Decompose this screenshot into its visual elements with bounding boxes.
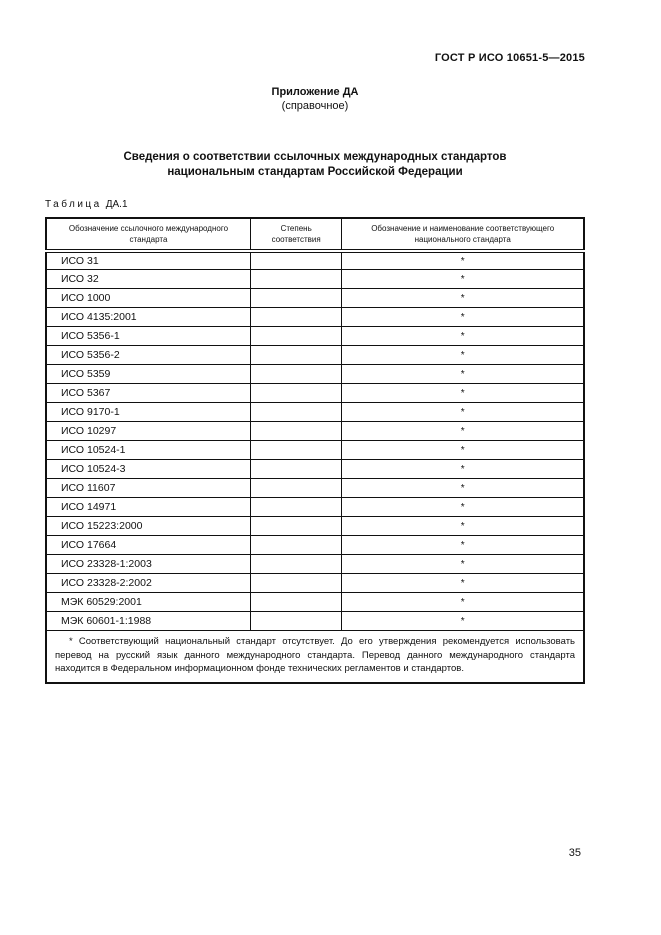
table-header bbox=[46, 218, 584, 251]
page-number: 35 bbox=[568, 847, 581, 859]
table-row bbox=[46, 346, 584, 365]
cell-degree-of-correspondence bbox=[250, 441, 341, 460]
table-row bbox=[46, 593, 584, 612]
col-header-international-standard: Обозначение ссылочного международного стандарта bbox=[46, 218, 250, 251]
cell-national-standard: * bbox=[342, 498, 584, 517]
table-footnote-row bbox=[46, 631, 584, 683]
cell-degree-of-correspondence bbox=[250, 384, 341, 403]
cell-national-standard: * bbox=[342, 460, 584, 479]
cell-degree-of-correspondence bbox=[250, 498, 341, 517]
table-row bbox=[46, 460, 584, 479]
cell-international-standard: ИСО 9170-1 bbox=[46, 403, 250, 422]
cell-degree-of-correspondence bbox=[250, 365, 341, 384]
cell-national-standard: * bbox=[342, 251, 584, 270]
table-row bbox=[46, 441, 584, 460]
cell-international-standard: ИСО 15223:2000 bbox=[46, 517, 250, 536]
table-row bbox=[46, 612, 584, 631]
cell-international-standard: ИСО 10524-3 bbox=[46, 460, 250, 479]
cell-national-standard: * bbox=[342, 441, 584, 460]
table-row bbox=[46, 517, 584, 536]
cell-international-standard: ИСО 5359 bbox=[46, 365, 250, 384]
cell-international-standard: ИСО 5367 bbox=[46, 384, 250, 403]
annex-title: Приложение ДА bbox=[271, 86, 359, 98]
cell-national-standard: * bbox=[342, 270, 584, 289]
table-row bbox=[46, 403, 584, 422]
cell-national-standard: * bbox=[342, 479, 584, 498]
standards-correspondence-table bbox=[45, 217, 585, 685]
table-row bbox=[46, 555, 584, 574]
table-row bbox=[46, 251, 584, 270]
cell-national-standard: * bbox=[342, 403, 584, 422]
table-row bbox=[46, 308, 584, 327]
table-row bbox=[46, 479, 584, 498]
cell-national-standard: * bbox=[342, 593, 584, 612]
cell-degree-of-correspondence bbox=[250, 327, 341, 346]
cell-national-standard: * bbox=[342, 536, 584, 555]
cell-international-standard: ИСО 1000 bbox=[46, 289, 250, 308]
cell-international-standard: МЭК 60529:2001 bbox=[46, 593, 250, 612]
cell-international-standard: ИСО 11607 bbox=[46, 479, 250, 498]
cell-national-standard: * bbox=[342, 327, 584, 346]
annex-heading bbox=[45, 86, 585, 114]
table-footnote: * Соответствующий национальный стандарт отсутствует. До его утверждения рекомендуется использовать перевод на русский язык данного международного стандарта. Перевод данного международного стандарта находится в Федеральном информационном фонде технических регламентов и стандартов. bbox=[46, 631, 584, 683]
table-header-row bbox=[46, 218, 584, 251]
table-row bbox=[46, 498, 584, 517]
cell-degree-of-correspondence bbox=[250, 289, 341, 308]
cell-national-standard: * bbox=[342, 612, 584, 631]
cell-degree-of-correspondence bbox=[250, 422, 341, 441]
cell-international-standard: ИСО 5356-2 bbox=[46, 346, 250, 365]
cell-national-standard: * bbox=[342, 289, 584, 308]
table-caption-word: Таблица bbox=[45, 198, 102, 210]
cell-degree-of-correspondence bbox=[250, 593, 341, 612]
cell-degree-of-correspondence bbox=[250, 479, 341, 498]
cell-national-standard: * bbox=[342, 346, 584, 365]
annex-subtitle: (справочное) bbox=[281, 99, 349, 112]
cell-international-standard: ИСО 23328-2:2002 bbox=[46, 574, 250, 593]
table-row bbox=[46, 270, 584, 289]
cell-degree-of-correspondence bbox=[250, 270, 341, 289]
table-row bbox=[46, 574, 584, 593]
cell-degree-of-correspondence bbox=[250, 308, 341, 327]
table-row bbox=[46, 384, 584, 403]
cell-national-standard: * bbox=[342, 422, 584, 441]
cell-international-standard: ИСО 14971 bbox=[46, 498, 250, 517]
table-row bbox=[46, 327, 584, 346]
cell-national-standard: * bbox=[342, 555, 584, 574]
table-row bbox=[46, 365, 584, 384]
cell-national-standard: * bbox=[342, 365, 584, 384]
table-caption bbox=[45, 199, 585, 210]
cell-degree-of-correspondence bbox=[250, 517, 341, 536]
section-title: Сведения о соответствии ссылочных международных стандартов национальным стандартам Российской Федерации bbox=[123, 150, 507, 179]
cell-degree-of-correspondence bbox=[250, 612, 341, 631]
standards-table-body bbox=[46, 251, 584, 631]
cell-international-standard: ИСО 10524-1 bbox=[46, 441, 250, 460]
cell-international-standard: ИСО 23328-1:2003 bbox=[46, 555, 250, 574]
cell-international-standard: ИСО 4135:2001 bbox=[46, 308, 250, 327]
cell-degree-of-correspondence bbox=[250, 403, 341, 422]
col-header-degree-of-correspondence: Степень соответствия bbox=[250, 218, 341, 251]
cell-national-standard: * bbox=[342, 308, 584, 327]
cell-international-standard: ИСО 10297 bbox=[46, 422, 250, 441]
cell-degree-of-correspondence bbox=[250, 251, 341, 270]
cell-international-standard: ИСО 5356-1 bbox=[46, 327, 250, 346]
table-row bbox=[46, 289, 584, 308]
cell-national-standard: * bbox=[342, 574, 584, 593]
table-row bbox=[46, 536, 584, 555]
table-row bbox=[46, 422, 584, 441]
table-caption-number: ДА.1 bbox=[105, 198, 128, 210]
cell-international-standard: ИСО 32 bbox=[46, 270, 250, 289]
cell-degree-of-correspondence bbox=[250, 460, 341, 479]
cell-degree-of-correspondence bbox=[250, 536, 341, 555]
cell-international-standard: МЭК 60601-1:1988 bbox=[46, 612, 250, 631]
cell-degree-of-correspondence bbox=[250, 574, 341, 593]
cell-degree-of-correspondence bbox=[250, 555, 341, 574]
cell-national-standard: * bbox=[342, 517, 584, 536]
cell-international-standard: ИСО 17664 bbox=[46, 536, 250, 555]
cell-degree-of-correspondence bbox=[250, 346, 341, 365]
document-code: ГОСТ Р ИСО 10651-5—2015 bbox=[434, 52, 585, 64]
col-header-national-standard: Обозначение и наименование соответствующего национального стандарта bbox=[342, 218, 584, 251]
cell-national-standard: * bbox=[342, 384, 584, 403]
table-footer bbox=[46, 631, 584, 683]
cell-international-standard: ИСО 31 bbox=[46, 251, 250, 270]
